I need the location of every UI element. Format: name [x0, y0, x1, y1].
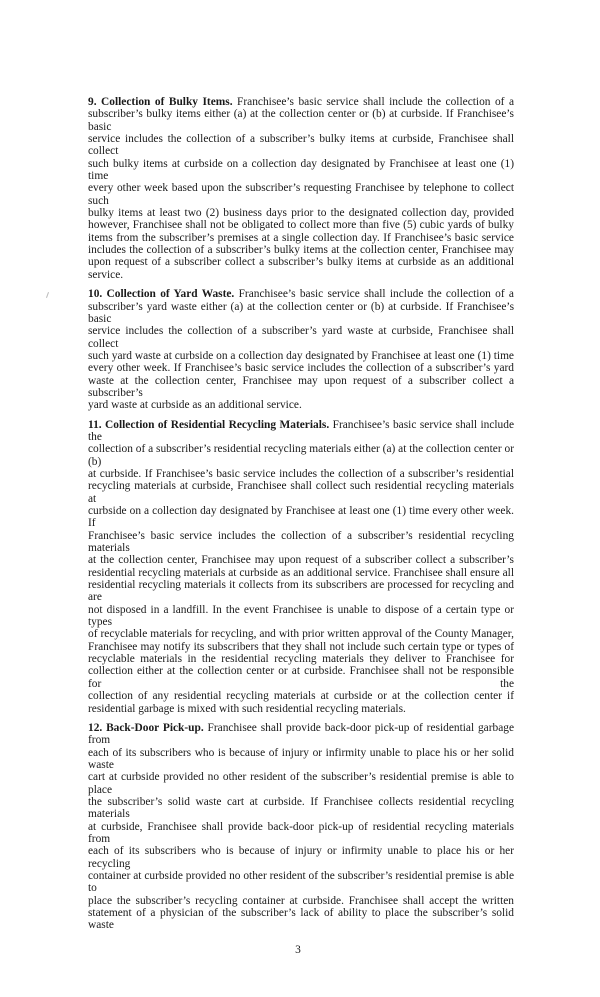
section-text: Franchisee’s basic service shall include the collection of a — [232, 96, 515, 108]
text-line: such yard waste at curbside on a collection day designated by Franchisee at least one (1) time — [88, 349, 514, 362]
text-line: subscriber’s bulky items either (a) at the collection center or (b) at curbside. If Franchisee’s basic — [88, 108, 514, 133]
text-line: items from the subscriber’s premises at a single collection day. If Franchisee’s basic service — [88, 231, 514, 244]
section-heading: 11. Collection of Residential Recycling Materials. — [88, 418, 330, 431]
text-line: Franchisee may notify its subscribers that they shall not include such certain type or types of — [88, 640, 514, 653]
text-line: container at curbside provided no other resident of the subscriber’s residential premise is able to — [88, 869, 514, 895]
section-heading: 12. Back-Door Pick-up. — [88, 721, 204, 734]
text-line: residential recycling materials it collects from its subscribers are processed for recycling and are — [88, 579, 514, 604]
text-line: every other week based upon the subscriber’s requesting Franchisee by telephone to collect such — [88, 182, 514, 207]
text-line: place the subscriber’s recycling container at curbside. Franchisee shall accept the written — [88, 894, 514, 907]
text-line: bulky items at least two (2) business days prior to the designated collection day, provided — [88, 207, 514, 220]
text-line: upon request of a subscriber collect a subscriber’s bulky items at curbside as an additional — [88, 256, 514, 269]
text-line — [88, 722, 514, 747]
section-text: Franchisee’s basic service shall include the collection of a — [234, 288, 514, 301]
text-line: cart at curbside provided no other resident of the subscriber’s residential premise is able to place — [88, 771, 514, 796]
text-line: each of its subscribers who is because of injury or infirmity unable to place his or her solid waste — [88, 746, 514, 771]
section-9-bulky-items — [88, 96, 514, 281]
text-line: residential garbage is mixed with such residential recycling materials. — [88, 702, 406, 715]
text-line — [88, 288, 514, 300]
page-number: 3 — [295, 943, 301, 956]
text-line: service includes the collection of a subscriber’s yard waste at curbside, Franchisee shall collect — [88, 325, 514, 350]
text-line: every other week. If Franchisee’s basic service includes the collection of a subscriber’s yard — [88, 362, 514, 375]
text-line: subscriber’s yard waste either (a) at the collection center or (b) at curbside. If Franchisee’s basic — [88, 300, 514, 325]
section-heading: 9. Collection of Bulky Items. — [88, 96, 233, 108]
text-line: at the collection center, Franchisee may upon request of a subscriber collect a subscriber’s — [88, 554, 514, 567]
text-line: service includes the collection of a subscriber’s bulky items at curbside, Franchisee shall collect — [88, 133, 514, 158]
text-line: yard waste at curbside as an additional service. — [88, 399, 302, 412]
text-line: service. — [88, 268, 124, 281]
section-heading: 10. Collection of Yard Waste. — [88, 288, 235, 301]
text-line: statement of a physician of the subscriber’s lack of ability to place the subscriber’s solid waste — [88, 907, 514, 932]
text-line: of recyclable materials for recycling, and with prior written approval of the County Manager, — [88, 628, 514, 641]
text-line: curbside on a collection day designated by Franchisee at least one (1) time every other week. If — [88, 505, 514, 530]
section-11-recycling — [88, 419, 514, 715]
text-line: collection either at the collection center or at curbside. Franchisee shall not be responsible for the — [88, 665, 514, 690]
section-text: Franchisee’s basic service shall include the — [88, 418, 514, 443]
text-line: recyclable materials in the residential recycling materials they deliver to Franchisee for — [88, 653, 514, 666]
text-line: each of its subscribers who is because of injury or infirmity unable to place his or her recycling — [88, 845, 514, 870]
text-line: residential recycling materials at curbside as an additional service. Franchisee shall ensure all — [88, 566, 514, 579]
text-line: however, Franchisee shall not be obligated to collect more than five (5) cubic yards of bulky — [88, 219, 514, 232]
text-line: waste at the collection center, Franchisee may upon request of a subscriber collect a subscriber’s — [88, 374, 514, 399]
section-12-back-door-pickup — [88, 722, 514, 932]
text-line: collection of a subscriber’s residential recycling materials either (a) at the collection center or (b) — [88, 443, 514, 468]
text-line — [88, 419, 514, 444]
text-line: such bulky items at curbside on a collection day designated by Franchisee at least one (1) time — [88, 157, 514, 183]
text-line: the subscriber’s solid waste cart at curbside. If Franchisee collects residential recycling materials — [88, 795, 514, 821]
text-line: at curbside. If Franchisee’s basic service includes the collection of a subscriber’s residential — [88, 467, 514, 480]
text-line: recycling materials at curbside, Franchisee shall collect such residential recycling materials at — [88, 480, 514, 505]
text-line: Franchisee’s basic service includes the collection of a subscriber’s residential recycling materials — [88, 529, 514, 555]
section-text: Franchisee shall provide back-door pick-up of residential garbage from — [88, 721, 514, 747]
text-line: at curbside, Franchisee shall provide back-door pick-up of residential recycling materials from — [88, 820, 514, 845]
text-line: includes the collection of a subscriber’s bulky items at the collection center, Franchisee may — [88, 244, 514, 257]
text-line: not disposed in a landfill. In the event Franchisee is unable to dispose of a certain type or types — [88, 603, 514, 629]
section-10-yard-waste — [88, 288, 514, 411]
text-line — [88, 96, 514, 108]
text-line: collection of any residential recycling materials at curbside or at the collection center if — [88, 690, 514, 703]
